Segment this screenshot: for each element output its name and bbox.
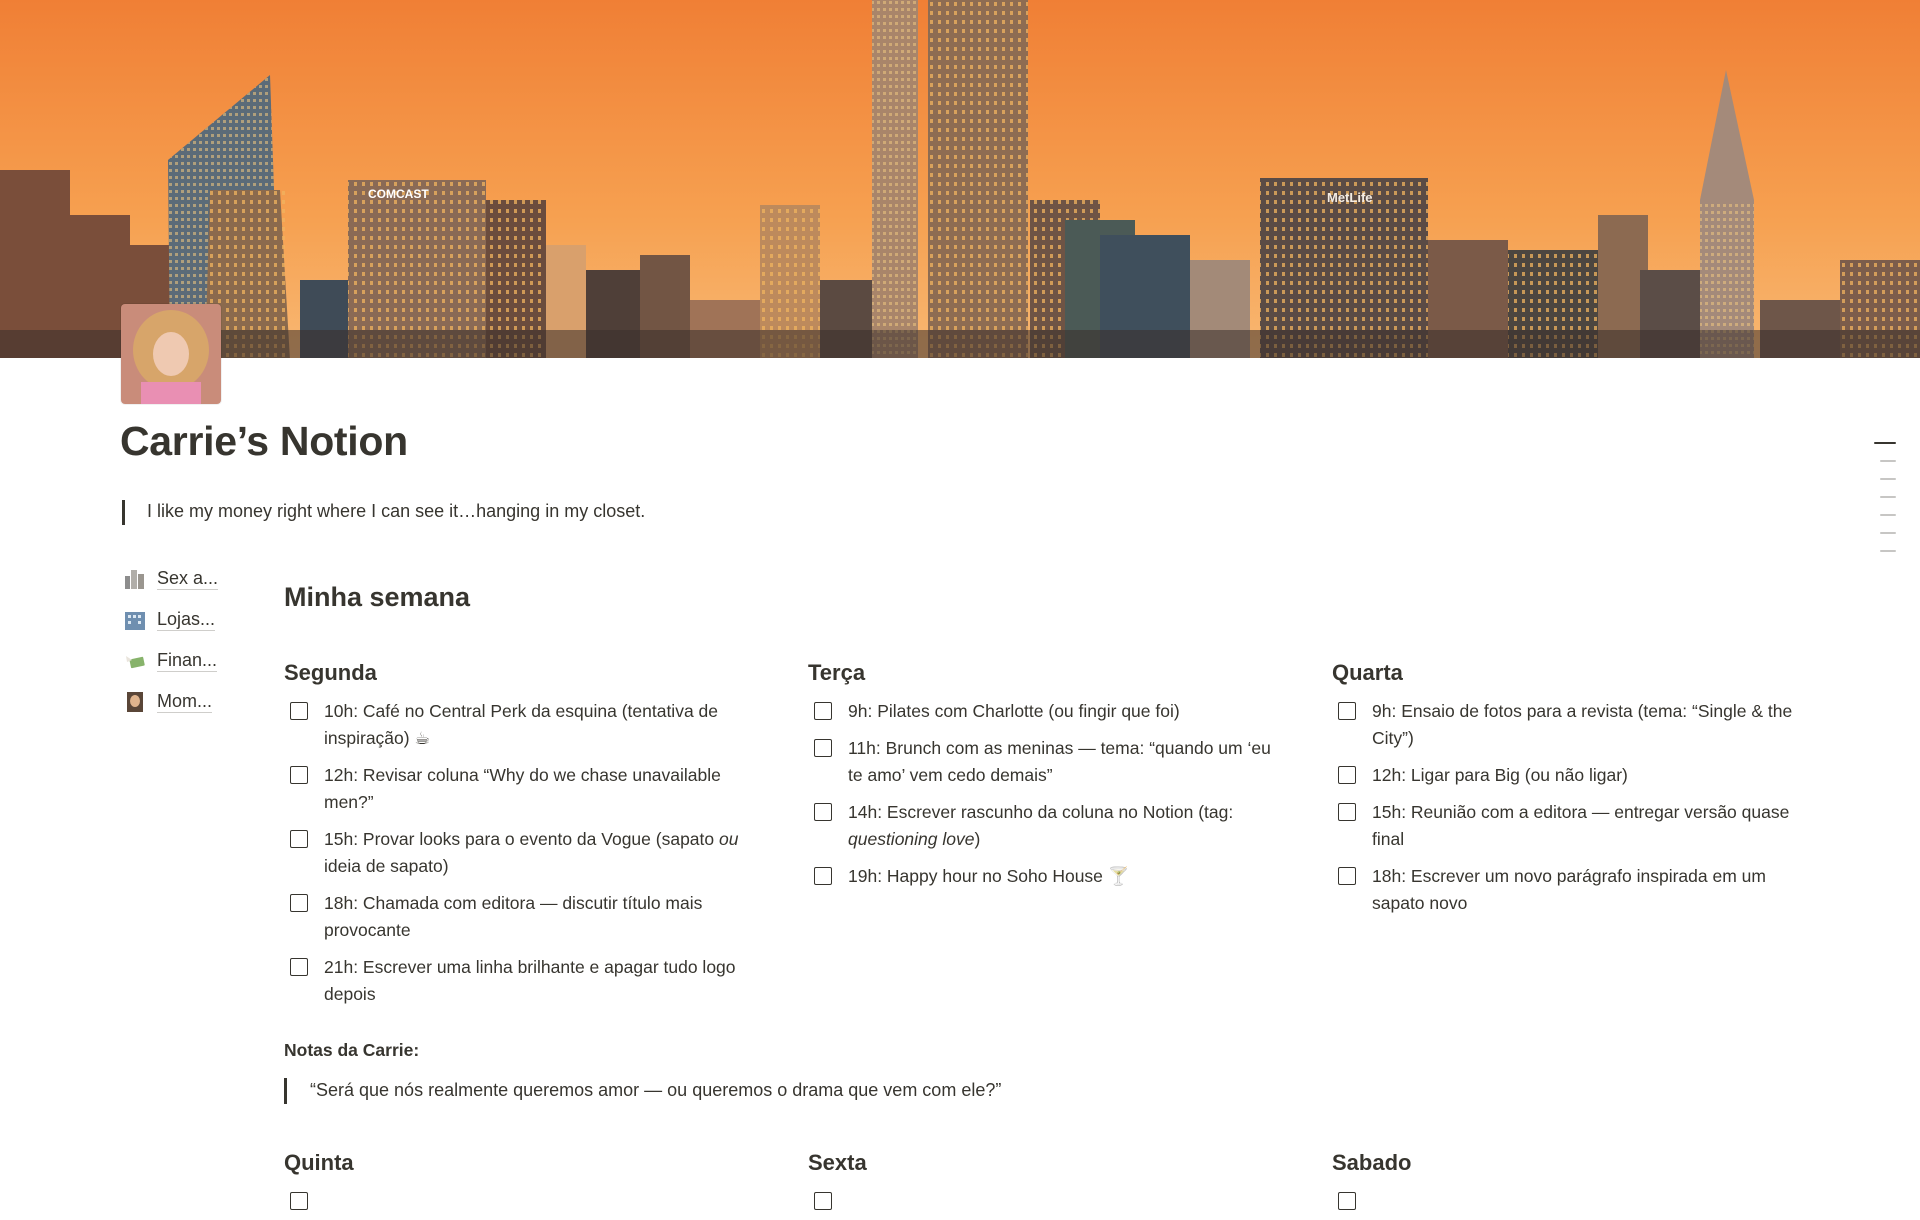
- todo-text[interactable]: 14h: Escrever rascunho da coluna no Notion (tag: questioning love): [848, 802, 1234, 849]
- day-heading: Sabado: [1332, 1150, 1412, 1175]
- checkbox[interactable]: [814, 803, 832, 821]
- todo-text[interactable]: 15h: Reunião com a editora — entregar versão quase final: [1372, 802, 1790, 849]
- checkbox[interactable]: [814, 702, 832, 720]
- nyc-skyline-illustration: [0, 0, 1920, 358]
- department-store-icon: [124, 609, 146, 631]
- checkbox[interactable]: [814, 867, 832, 885]
- todo-item: [284, 826, 754, 880]
- toc-line[interactable]: [1880, 496, 1896, 498]
- money-wings-icon: [124, 650, 146, 672]
- day-heading: Quarta: [1332, 660, 1403, 685]
- day-heading: Sexta: [808, 1150, 867, 1175]
- checkbox[interactable]: [290, 958, 308, 976]
- checkbox[interactable]: [290, 894, 308, 912]
- toc-line[interactable]: [1880, 532, 1896, 534]
- todo-text[interactable]: 15h: Provar looks para o evento da Vogue (sapato ou ideia de sapato): [324, 829, 739, 876]
- todo-item: [1332, 698, 1802, 752]
- toc-line[interactable]: [1880, 514, 1896, 516]
- checkbox[interactable]: [1338, 766, 1356, 784]
- todo-item: [808, 799, 1278, 853]
- toc-line[interactable]: [1880, 460, 1896, 462]
- section-title: Minha semana: [284, 582, 471, 612]
- checkbox[interactable]: [1338, 1192, 1356, 1210]
- city-icon: [124, 568, 146, 590]
- day-column-sabado: [1332, 1150, 1802, 1220]
- page-avatar[interactable]: [121, 304, 221, 404]
- notes-quote: “Será que nós realmente queremos amor — ou queremos o drama que vem com ele?”: [284, 1078, 1001, 1104]
- checkbox[interactable]: [1338, 803, 1356, 821]
- todo-text[interactable]: 18h: Chamada com editora — discutir título mais provocante: [324, 893, 703, 940]
- todo-item: [1332, 863, 1802, 917]
- page-title: Carrie’s Notion: [120, 418, 408, 464]
- checkbox[interactable]: [290, 766, 308, 784]
- day-column-quarta: [1332, 660, 1802, 927]
- checkbox[interactable]: [1338, 867, 1356, 885]
- todo-item: [1332, 799, 1802, 853]
- day-heading: Segunda: [284, 660, 377, 685]
- portrait-icon: [124, 691, 146, 713]
- side-links: [124, 558, 218, 722]
- todo-text[interactable]: 10h: Café no Central Perk da esquina (tentativa de inspiração) ☕: [324, 701, 718, 748]
- todo-text[interactable]: 12h: Ligar para Big (ou não ligar): [1372, 765, 1628, 785]
- todo-item: [808, 735, 1278, 789]
- todo-item: [284, 890, 754, 944]
- todo-item: [284, 698, 754, 752]
- todo-item: [808, 863, 1278, 890]
- todo-item: [284, 1188, 754, 1210]
- day-column-terca: [808, 660, 1278, 900]
- todo-item: [1332, 1188, 1802, 1210]
- todo-text[interactable]: 12h: Revisar coluna “Why do we chase unavailable men?”: [324, 765, 721, 812]
- toc-line[interactable]: [1874, 442, 1896, 444]
- side-link-momentos[interactable]: Mom...: [124, 681, 218, 722]
- checkbox[interactable]: [290, 1192, 308, 1210]
- toc-line[interactable]: [1880, 550, 1896, 552]
- todo-item: [284, 762, 754, 816]
- todo-text[interactable]: 19h: Happy hour no Soho House 🍸: [848, 866, 1130, 886]
- todo-text[interactable]: 18h: Escrever um novo parágrafo inspirada em um sapato novo: [1372, 866, 1766, 913]
- todo-text[interactable]: 9h: Ensaio de fotos para a revista (tema: “Single & the City”): [1372, 701, 1793, 748]
- checkbox[interactable]: [1338, 702, 1356, 720]
- comcast-sign: COMCAST: [368, 187, 429, 201]
- checkbox[interactable]: [814, 739, 832, 757]
- day-column-segunda: [284, 660, 754, 1018]
- checkbox[interactable]: [290, 830, 308, 848]
- day-column-sexta: [808, 1150, 1278, 1220]
- todo-item: [1332, 762, 1802, 789]
- day-heading: Quinta: [284, 1150, 354, 1175]
- day-heading: Terça: [808, 660, 866, 685]
- checkbox[interactable]: [290, 702, 308, 720]
- todo-text[interactable]: 9h: Pilates com Charlotte (ou fingir que foi): [848, 701, 1180, 721]
- toc-line[interactable]: [1880, 478, 1896, 480]
- todo-item: [808, 698, 1278, 725]
- side-link-sex[interactable]: Sex a...: [124, 558, 218, 599]
- todo-text[interactable]: 21h: Escrever uma linha brilhante e apagar tudo logo depois: [324, 957, 736, 1004]
- page-quote: I like my money right where I can see it…hanging in my closet.: [122, 500, 645, 525]
- cover-image[interactable]: [0, 0, 1920, 358]
- checkbox[interactable]: [814, 1192, 832, 1210]
- side-link-lojas[interactable]: Lojas...: [124, 599, 218, 640]
- portrait-icon: [121, 304, 221, 404]
- todo-text[interactable]: 11h: Brunch com as meninas — tema: “quando um ‘eu te amo’ vem cedo demais”: [848, 738, 1271, 785]
- table-of-contents[interactable]: [1874, 442, 1896, 568]
- todo-item: [284, 954, 754, 1008]
- metlife-sign: MetLife: [1327, 190, 1373, 205]
- side-link-financas[interactable]: Finan...: [124, 640, 218, 681]
- day-column-quinta: [284, 1150, 754, 1220]
- todo-item: [808, 1188, 1278, 1210]
- notes-label: Notas da Carrie:: [284, 1040, 420, 1060]
